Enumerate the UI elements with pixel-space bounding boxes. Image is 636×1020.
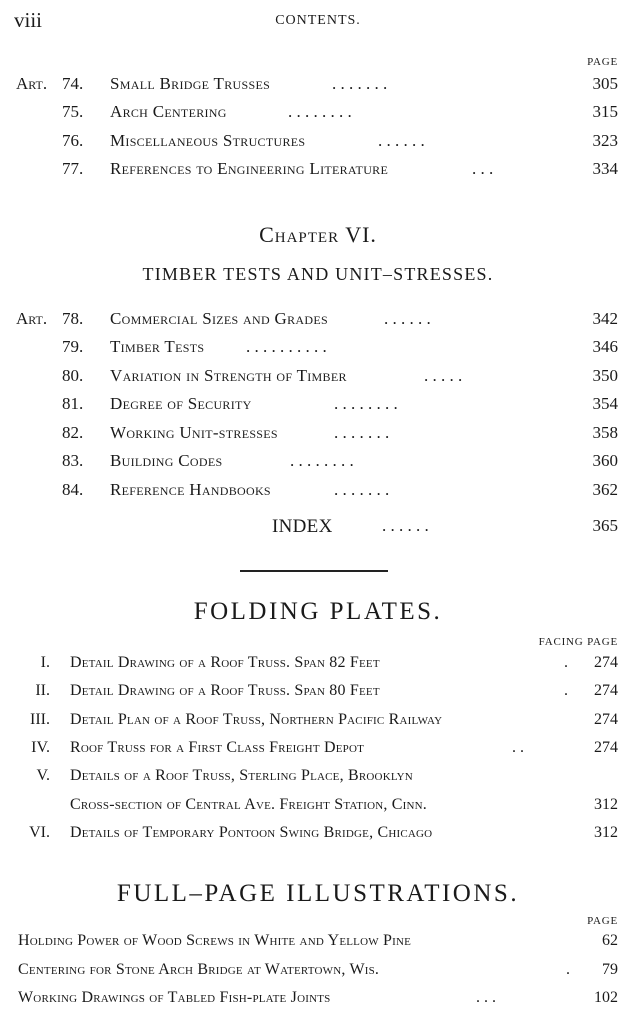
plate-entry[interactable] xyxy=(0,824,636,850)
dot-leader: . . . . . . . . xyxy=(290,451,354,470)
entry-page: 365 xyxy=(592,516,618,535)
toc-entry[interactable] xyxy=(0,366,636,392)
entry-page: 358 xyxy=(592,423,618,442)
entry-page: 323 xyxy=(592,131,618,150)
dot-leader: . . . xyxy=(476,989,496,1006)
illustration-page: 62 xyxy=(602,932,618,949)
entry-title: Arch Centering xyxy=(110,102,227,121)
dot-leader: . . . . . . . . xyxy=(288,102,352,121)
article-number: 81. xyxy=(62,394,84,413)
plate-page: 274 xyxy=(594,739,618,756)
entry-page: 305 xyxy=(592,74,618,93)
dot-leader: . . . . . . . xyxy=(334,423,390,442)
dot-leader: . . . . . . . . . . xyxy=(246,337,327,356)
entry-title: Small Bridge Trusses xyxy=(110,74,271,93)
plate-number: IV. xyxy=(31,739,50,756)
dot-leader: . . . . . . xyxy=(378,131,425,150)
entry-title: Working Unit-stresses xyxy=(110,423,278,442)
entry-page: 346 xyxy=(592,337,618,356)
toc-entry[interactable] xyxy=(0,451,636,477)
dot-leader: . . xyxy=(512,739,524,756)
plate-number: V. xyxy=(36,767,50,784)
plate-entry[interactable] xyxy=(0,739,636,765)
plate-title: Details of a Roof Truss, Sterling Place, Brooklyn xyxy=(70,767,413,784)
article-number: 78. xyxy=(62,309,84,328)
plate-entry[interactable] xyxy=(0,711,636,737)
dot-leader: . xyxy=(566,961,570,978)
toc-entry[interactable] xyxy=(0,309,636,335)
entry-page: 354 xyxy=(592,394,618,413)
plate-number: I. xyxy=(40,654,50,671)
illustration-entry[interactable] xyxy=(0,932,636,958)
toc-entry[interactable] xyxy=(0,394,636,420)
illustration-title: Working Drawings of Tabled Fish-plate Joints xyxy=(18,989,331,1006)
illustrations-page-label: PAGE xyxy=(587,915,618,927)
folding-plates-heading: FOLDING PLATES. xyxy=(193,598,443,625)
dot-leader: . . . . . . xyxy=(384,309,431,328)
article-number: 82. xyxy=(62,423,84,442)
dot-leader: . . . . . . . xyxy=(332,74,388,93)
dot-leader: . . . . . . . xyxy=(334,480,390,499)
entry-title: Commercial Sizes and Grades xyxy=(110,309,328,328)
illustration-entry[interactable] xyxy=(0,989,636,1015)
entry-title: Variation in Strength of Timber xyxy=(110,366,347,385)
plate-title: Cross-section of Central Ave. Freight Station, Cinn. xyxy=(70,796,427,813)
page-number: viii xyxy=(14,8,43,32)
entry-title: Degree of Security xyxy=(110,394,252,413)
plate-number: VI. xyxy=(29,824,50,841)
plate-entry[interactable] xyxy=(0,682,636,708)
plate-page: 274 xyxy=(594,711,618,728)
toc-entry[interactable] xyxy=(0,74,636,100)
plate-number: II. xyxy=(35,682,50,699)
illustration-title: Holding Power of Wood Screws in White and Yellow Pine xyxy=(18,932,412,949)
article-number: 84. xyxy=(62,480,84,499)
toc-entry[interactable] xyxy=(0,131,636,157)
entry-title: Building Codes xyxy=(110,451,223,470)
chapter-subtitle: TIMBER TESTS AND UNIT–STRESSES. xyxy=(142,264,494,284)
section-divider xyxy=(240,570,388,572)
dot-leader: . . . . . . xyxy=(382,516,429,535)
article-number: 75. xyxy=(62,102,84,121)
plate-title: Detail Drawing of a Roof Truss. Span 80 Feet xyxy=(70,682,380,699)
entry-page: 334 xyxy=(592,159,618,178)
illustration-page: 79 xyxy=(602,961,618,978)
index-label: INDEX xyxy=(272,516,333,537)
article-number: 76. xyxy=(62,131,84,150)
toc-entry[interactable] xyxy=(0,102,636,128)
entry-title: References to Engineering Literature xyxy=(110,159,389,178)
plate-page: 312 xyxy=(594,824,618,841)
plate-page: 274 xyxy=(594,654,618,671)
dot-leader: . . . . . xyxy=(424,366,463,385)
dot-leader: . . . xyxy=(472,159,494,178)
illustration-page: 102 xyxy=(594,989,618,1006)
entry-title: Miscellaneous Structures xyxy=(110,131,306,150)
article-prefix: Art. xyxy=(16,74,48,93)
illustrations-heading: FULL–PAGE ILLUSTRATIONS. xyxy=(116,880,520,907)
toc-entry[interactable] xyxy=(0,159,636,185)
plate-page: 274 xyxy=(594,682,618,699)
facing-page-label: FACING PAGE xyxy=(538,636,618,648)
toc-entry[interactable] xyxy=(0,337,636,363)
entry-page: 315 xyxy=(592,102,618,121)
article-number: 79. xyxy=(62,337,84,356)
plate-entry-continued[interactable] xyxy=(0,796,636,822)
article-number: 80. xyxy=(62,366,84,385)
plate-title: Roof Truss for a First Class Freight Depot xyxy=(70,739,365,756)
illustration-title: Centering for Stone Arch Bridge at Watertown, Wis. xyxy=(18,961,380,978)
index-entry[interactable] xyxy=(0,516,636,542)
entry-page: 360 xyxy=(592,451,618,470)
toc-entry[interactable] xyxy=(0,480,636,506)
entry-page: 362 xyxy=(592,480,618,499)
article-prefix: Art. xyxy=(16,309,48,328)
plate-number: III. xyxy=(30,711,50,728)
chapter-heading: Chapter VI. xyxy=(259,222,377,247)
toc-entry[interactable] xyxy=(0,423,636,449)
entry-title: Reference Handbooks xyxy=(110,480,271,499)
entry-page: 350 xyxy=(592,366,618,385)
entry-title: Timber Tests xyxy=(110,337,205,356)
article-number: 77. xyxy=(62,159,84,178)
plate-entry[interactable] xyxy=(0,654,636,680)
article-number: 83. xyxy=(62,451,84,470)
plate-title: Detail Plan of a Roof Truss, Northern Pacific Railway xyxy=(70,711,443,728)
illustration-entry[interactable] xyxy=(0,961,636,987)
plate-page: 312 xyxy=(594,796,618,813)
dot-leader: . xyxy=(564,682,568,699)
plate-entry[interactable] xyxy=(0,767,636,793)
plate-title: Details of Temporary Pontoon Swing Bridge, Chicago xyxy=(70,824,433,841)
running-title: CONTENTS. xyxy=(275,13,361,28)
entry-page: 342 xyxy=(592,309,618,328)
page-column-label: PAGE xyxy=(587,56,618,68)
article-number: 74. xyxy=(62,74,84,93)
plate-title: Detail Drawing of a Roof Truss. Span 82 Feet xyxy=(70,654,380,671)
dot-leader: . . . . . . . . xyxy=(334,394,398,413)
dot-leader: . xyxy=(564,654,568,671)
